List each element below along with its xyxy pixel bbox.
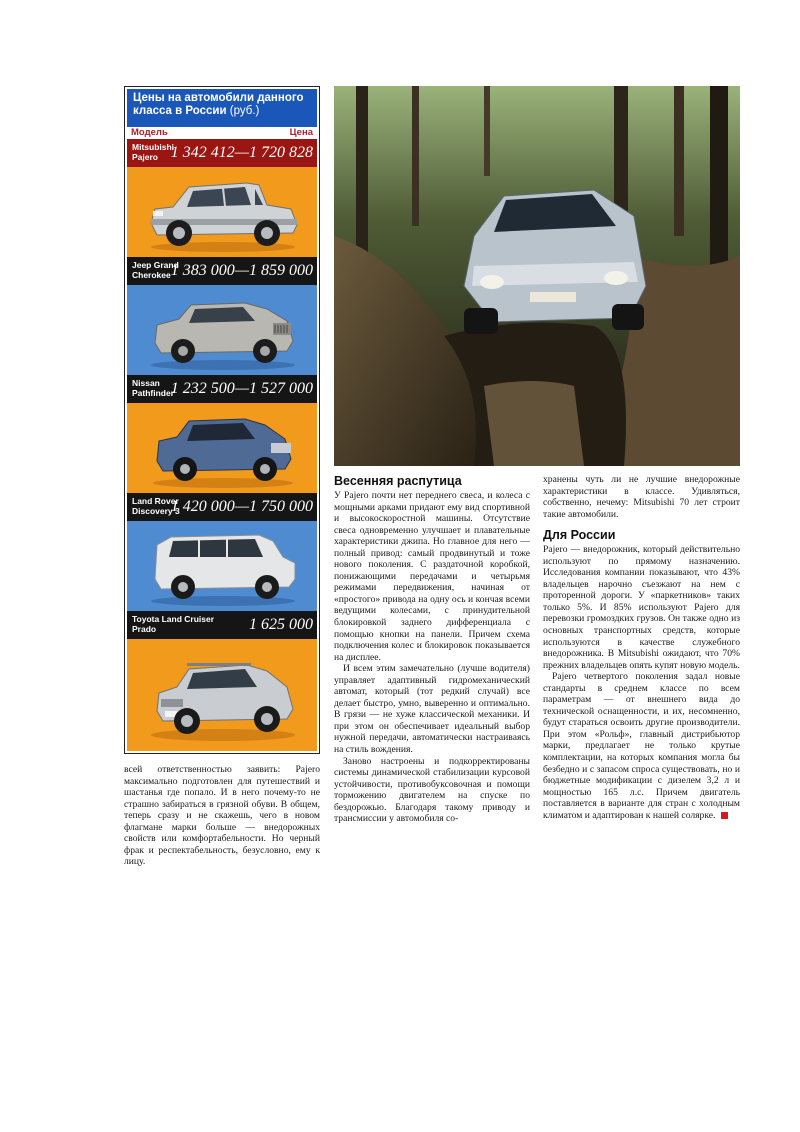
article-column-middle [334, 474, 530, 825]
car-price: 1 420 000—1 750 000 [170, 498, 313, 515]
sidebar-title-text: Цены на автомобили данного класса в России [133, 92, 304, 117]
section-heading-russia: Для России [543, 528, 616, 543]
car-name: Land Rover Discovery 3 [132, 496, 180, 516]
car-name: Nissan Pathfinder [132, 378, 175, 398]
paragraph: У Pajero почти нет переднего свеса, и колеса с мощными арками придают ему вид спортивной и высокоскоростной машины. Отсутствие свеса одновременно улучшает и плавательные характеристики джипа. Но главное для него — полный привод: самый продвинутый и тоже нового поколения. С раздаточной коробкой, понижающими передачами и четырьмя режимами передвижения, начиная от «простого» привода на одну ось и кончая всеми ведущими колесами, с принудительной блокировкой заднего дифференциала с помощью кнопки на панели. Причем схема подключения колес и блокировок показывается на дисплее. [334, 490, 530, 663]
column-model: Модель [131, 127, 168, 138]
article-column-right [543, 474, 740, 821]
car-photo-nissan [127, 403, 317, 493]
car-name: Toyota Land Cruiser Prado [132, 614, 215, 634]
article-column-left [124, 764, 320, 868]
car-photo-jeep [127, 285, 317, 375]
car-name-bar [127, 257, 317, 285]
car-name: Jeep Grand Cherokee [132, 260, 179, 280]
car-row-land-rover-discovery [127, 493, 317, 611]
car-photo-toyota [127, 639, 317, 751]
car-row-toyota-prado [127, 611, 317, 751]
car-name-bar [127, 139, 317, 167]
car-name-bar [127, 493, 317, 521]
paragraph: всей ответственностью заявить: Pajero максимально подготовлен для путешествий и шастанья где попало. И в него почему-то не страшно забираться в грязной обуви. В общем, теперь сразу и не скажешь, чего в новом флагмане марки больше — внедорожных свойств или комфортабельности. Но черный фрак и респектабельность, безусловно, ему к лицу. [124, 764, 320, 868]
paragraph: Заново настроены и подкорректированы системы динамической стабилизации курсовой устойчивости, противобуксовочная и помощи торможению двигателем на спуске по бездорожью. Благодаря такому приводу и трансмиссии у автомобиля со- [334, 755, 530, 825]
car-price: 1 232 500—1 527 000 [170, 380, 313, 397]
sidebar-title [127, 89, 317, 127]
car-price: 1 383 000—1 859 000 [170, 262, 313, 279]
column-price: Цена [289, 127, 313, 138]
car-price: 1 625 000 [249, 616, 313, 633]
car-row-mitsubishi-pajero [127, 139, 317, 257]
paragraph: Pajero четвертого поколения задал новые стандарты в среднем классе по всем параметрам — от внешнего вида до технической оснащенности, и их, несомненно, будут стараться освоить другие производители. При этом «Рольф», главный дистрибьютор марки, предлагает не только крутые комплектации, на которых компания могла бы безбедно и с запасом спроса существовать, но и бюджетные модификации с дизелем 3,2 л и мощностью 165 л.с. Причем двигатель поставляется в варианте для стран с холодным климатом и адаптирован к нашей солярке. [543, 671, 740, 821]
car-name-bar [127, 611, 317, 639]
car-row-jeep-grand-cherokee [127, 257, 317, 375]
car-photo-land-rover [127, 521, 317, 611]
car-name-bar [127, 375, 317, 403]
section-heading-spring: Весенняя распутица [334, 474, 462, 488]
car-row-nissan-pathfinder [127, 375, 317, 493]
sidebar-column-headers [127, 127, 317, 138]
paragraph: Pajero — внедорожник, который действительно используют по прямому назначению. Исследования компании показывают, что 43% владельцев нарочно съезжают на нем с проторенной дороги. У «паркетников» таких только 5%. И 85% используют Pajero для перевозки громоздких грузов. Он также одно из основных транспортных средств, которые используются в качестве служебного внедорожника. В Mitsubishi ожидают, что 70% прежних владельцев опять купят новую модель. [543, 544, 740, 671]
price-sidebar [124, 86, 320, 754]
car-photo-pajero [127, 167, 317, 257]
paragraph: хранены чуть ли не лучшие внедорожные характеристики в классе. Удивляться, собственно, нечему: Mitsubishi 70 лет строит такие автомобили. [543, 474, 740, 520]
end-of-article-mark [721, 812, 728, 819]
car-price: 1 342 412—1 720 828 [170, 144, 313, 161]
paragraph: И всем этим замечательно (лучше водителя) управляет адаптивный гидромеханический автомат, который (тот редкий случай) все делает быстро, умно, выверенно и оптимально. В грязи — не хуже классической механики. И при этом он обеспечивает идеальный выбор нужной передачи, автоматически настраиваясь на стиль вождения. [334, 663, 530, 756]
sidebar-title-unit: (руб.) [229, 105, 260, 117]
pajero-offroad-photo [334, 86, 740, 466]
car-name: Mitsubishi Pajero [132, 142, 175, 162]
